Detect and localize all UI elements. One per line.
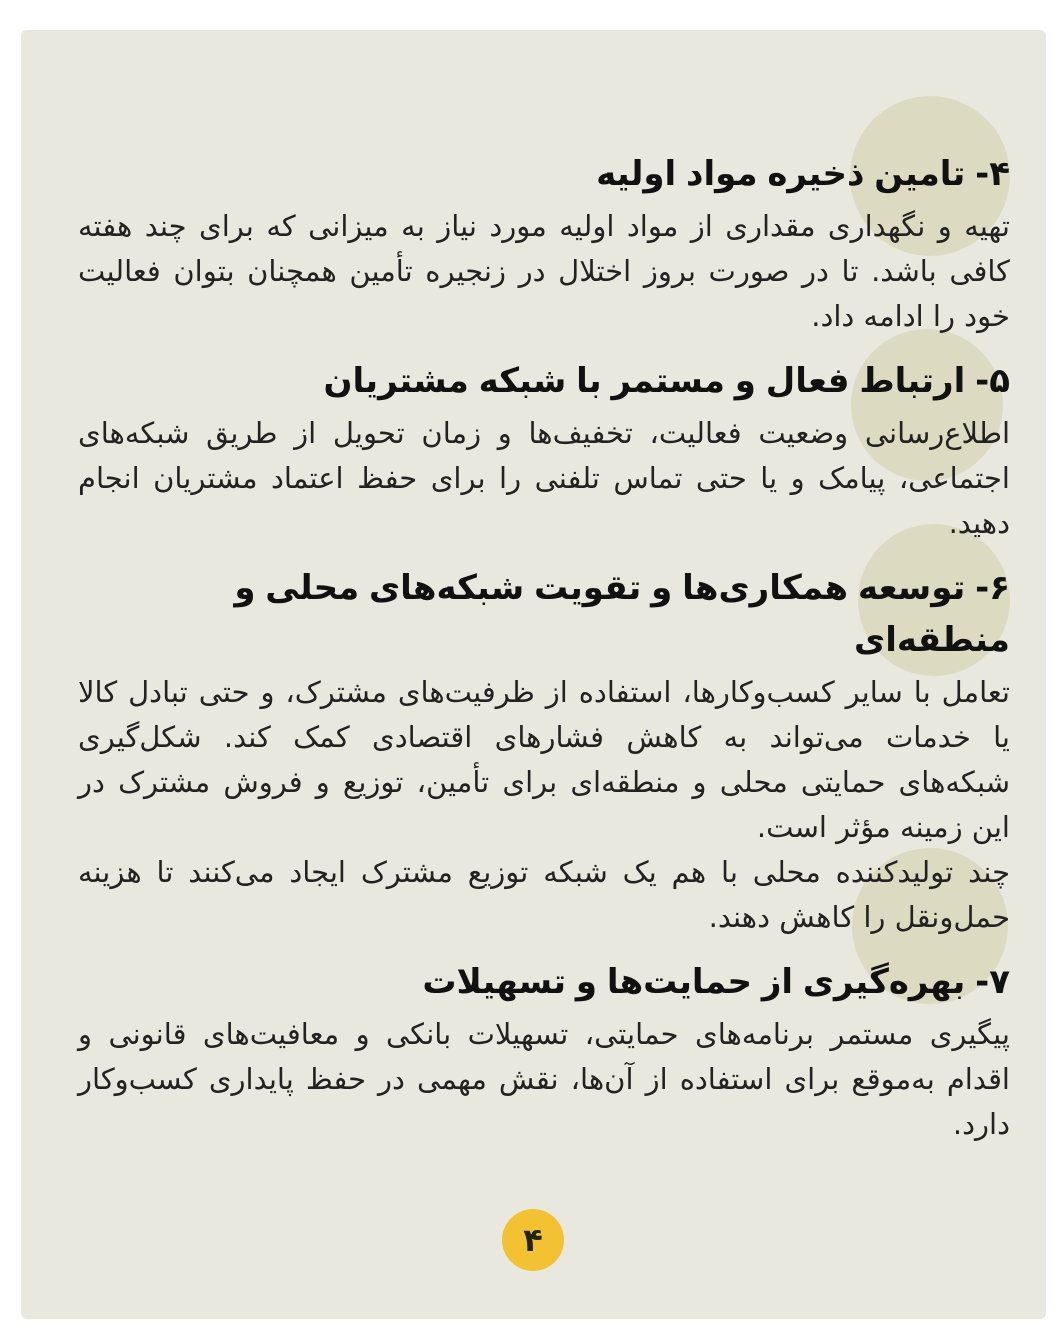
section-7-paragraph: پیگیری مستمر برنامه‌های حمایتی، تسهیلات بانکی و معافیت‌های قانونی و اقدام به‌موقع برای استفاده از آن‌ها، نقش مهمی در حفظ پایداری کسب‌وکار دارد. xyxy=(78,1017,1010,1141)
section-4-heading: ۴- تامین ذخیره مواد اولیه xyxy=(596,154,1010,194)
section-4-paragraph: تهیه و نگهداری مقداری از مواد اولیه مورد نیاز به میزانی که برای چند هفته کافی باشد. تا در صورت بروز اختلال در زنجیره تأمین همچنان بتوان فعالیت خود را ادامه داد. xyxy=(78,209,1010,333)
section-6-heading: ۶- توسعه همکاری‌ها و تقویت شبکه‌های محلی و منطقه‌ای xyxy=(234,568,1010,660)
section-5-heading: ۵- ارتباط فعال و مستمر با شبکه مشتریان xyxy=(323,361,1010,401)
section-5-paragraph: اطلاع‌رسانی وضعیت فعالیت، تخفیف‌ها و زمان تحویل از طریق شبکه‌های اجتماعی، پیامک و یا حتی تماس تلفنی را برای حفظ اعتماد مشتریان انجام دهید. xyxy=(78,416,1010,540)
section-7-heading: ۷- بهره‌گیری از حمایت‌ها و تسهیلات xyxy=(422,962,1010,1002)
section-5 xyxy=(78,355,1010,546)
section-7 xyxy=(78,956,1010,1147)
section-6 xyxy=(78,562,1010,940)
document-page xyxy=(21,30,1046,1319)
section-4 xyxy=(78,148,1010,339)
page-number-badge xyxy=(502,1209,564,1271)
page-number: ۴ xyxy=(523,1221,543,1259)
page-content xyxy=(78,148,1010,1147)
section-6-paragraph-2: چند تولیدکننده محلی با هم یک شبکه توزیع مشترک ایجاد می‌کنند تا هزینه حمل‌ونقل را کاهش دهند. xyxy=(78,855,1010,934)
section-6-paragraph-1: تعامل با سایر کسب‌وکارها، استفاده از ظرفیت‌های مشترک، و حتی تبادل کالا یا خدمات می‌تواند به کاهش فشارهای اقتصادی کمک کند. شکل‌گیری شبکه‌های حمایتی محلی و منطقه‌ای برای تأمین، توزیع و فروش مشترک در این زمینه مؤثر است. xyxy=(78,675,1010,844)
